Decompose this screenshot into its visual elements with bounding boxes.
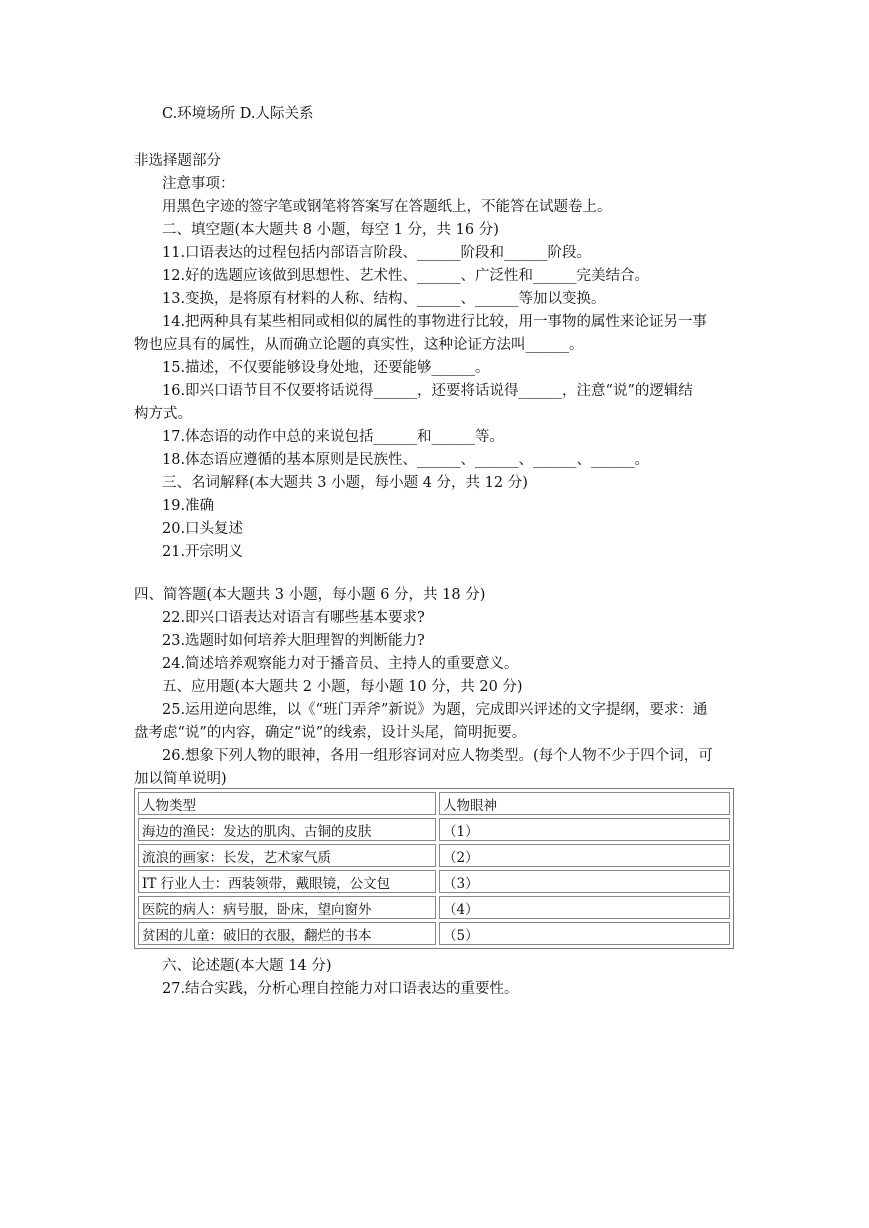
table-cell: （1） (439, 818, 730, 841)
table-cell: （2） (439, 844, 730, 867)
table-cell: （4） (439, 896, 730, 919)
question-14-line2: 物也应具有的属性，从而确立论题的真实性，这种论证方法叫______。 (134, 337, 584, 353)
table-cell: 医院的病人：病号服，卧床，望向窗外 (138, 896, 436, 919)
table-row (138, 922, 730, 945)
question-26-line1: 26.想象下列人物的眼神，各用一组形容词对应人物类型。(每个人物不少于四个词，可 (162, 748, 713, 764)
table-cell: 贫困的儿童：破旧的衣服，翻烂的书本 (138, 922, 436, 945)
table-cell: （5） (439, 922, 730, 945)
section-heading: 非选择题部分 (134, 153, 221, 169)
terms-heading: 三、名词解释(本大题共 3 小题，每小题 4 分，共 12 分) (162, 475, 528, 491)
question-15: 15.描述，不仅要能够设身处地，还要能够______。 (162, 360, 490, 376)
question-25-line1: 25.运用逆向思维，以《“班门弄斧”新说》为题，完成即兴评述的文字提纲，要求：通 (162, 702, 708, 718)
question-17: 17.体态语的动作中总的来说包括______和______等。 (162, 429, 505, 445)
option-line: C.环境场所 D.人际关系 (162, 106, 314, 122)
question-22: 22.即兴口语表达对语言有哪些基本要求? (162, 610, 425, 626)
question-23: 23.选题时如何培养大胆理智的判断能力? (162, 633, 425, 649)
essay-heading: 六、论述题(本大题 14 分) (162, 958, 332, 974)
character-eyes-table (134, 788, 734, 949)
table-header-cell: 人物眼神 (439, 792, 730, 815)
table-row (138, 844, 730, 867)
short-heading: 四、简答题(本大题共 3 小题，每小题 6 分，共 18 分) (134, 587, 486, 603)
question-14-line1: 14.把两种具有某些相同或相似的属性的事物进行比较，用一事物的属性来论证另一事 (162, 314, 708, 330)
question-24: 24.简述培养观察能力对于播音员、主持人的重要意义。 (162, 656, 519, 672)
question-11: 11.口语表达的过程包括内部语言阶段、______阶段和______阶段。 (162, 245, 592, 261)
question-20: 20.口头复述 (162, 521, 244, 537)
question-25-line2: 盘考虑“说”的内容，确定“说”的线索，设计头尾，简明扼要。 (134, 725, 527, 741)
question-18: 18.体态语应遵循的基本原则是民族性、______、______、______、______。 (162, 452, 650, 468)
question-16-line1: 16.即兴口语节目不仅要将话说得______，还要将话说得______，注意“说”的逻辑结 (162, 383, 693, 399)
apply-heading: 五、应用题(本大题共 2 小题，每小题 10 分，共 20 分) (162, 679, 523, 695)
fill-heading: 二、填空题(本大题共 8 小题，每空 1 分，共 16 分) (162, 222, 499, 238)
table-cell: 海边的渔民：发达的肌肉、古铜的皮肤 (138, 818, 436, 841)
notice-text: 用黑色字迹的签字笔或钢笔将答案写在答题纸上，不能答在试题卷上。 (162, 199, 612, 215)
question-13: 13.变换，是将原有材料的人称、结构、______、______等加以变换。 (162, 291, 606, 307)
table-cell: IT 行业人士：西装领带，戴眼镜，公文包 (138, 870, 436, 893)
table-row (138, 870, 730, 893)
question-19: 19.准确 (162, 498, 215, 514)
table-header-row (138, 792, 730, 815)
table-cell: 流浪的画家：长发，艺术家气质 (138, 844, 436, 867)
notice-title: 注意事项： (162, 176, 235, 192)
table-row (138, 818, 730, 841)
table-cell: （3） (439, 870, 730, 893)
question-12: 12.好的选题应该做到思想性、艺术性、______、广泛性和______完美结合。 (162, 268, 650, 284)
question-26-line2: 加以简单说明) (134, 771, 227, 787)
table-row (138, 896, 730, 919)
question-21: 21.开宗明义 (162, 544, 244, 560)
question-16-line2: 构方式。 (134, 406, 192, 422)
table-header-cell: 人物类型 (138, 792, 436, 815)
question-27: 27.结合实践，分析心理自控能力对口语表达的重要性。 (162, 981, 519, 997)
